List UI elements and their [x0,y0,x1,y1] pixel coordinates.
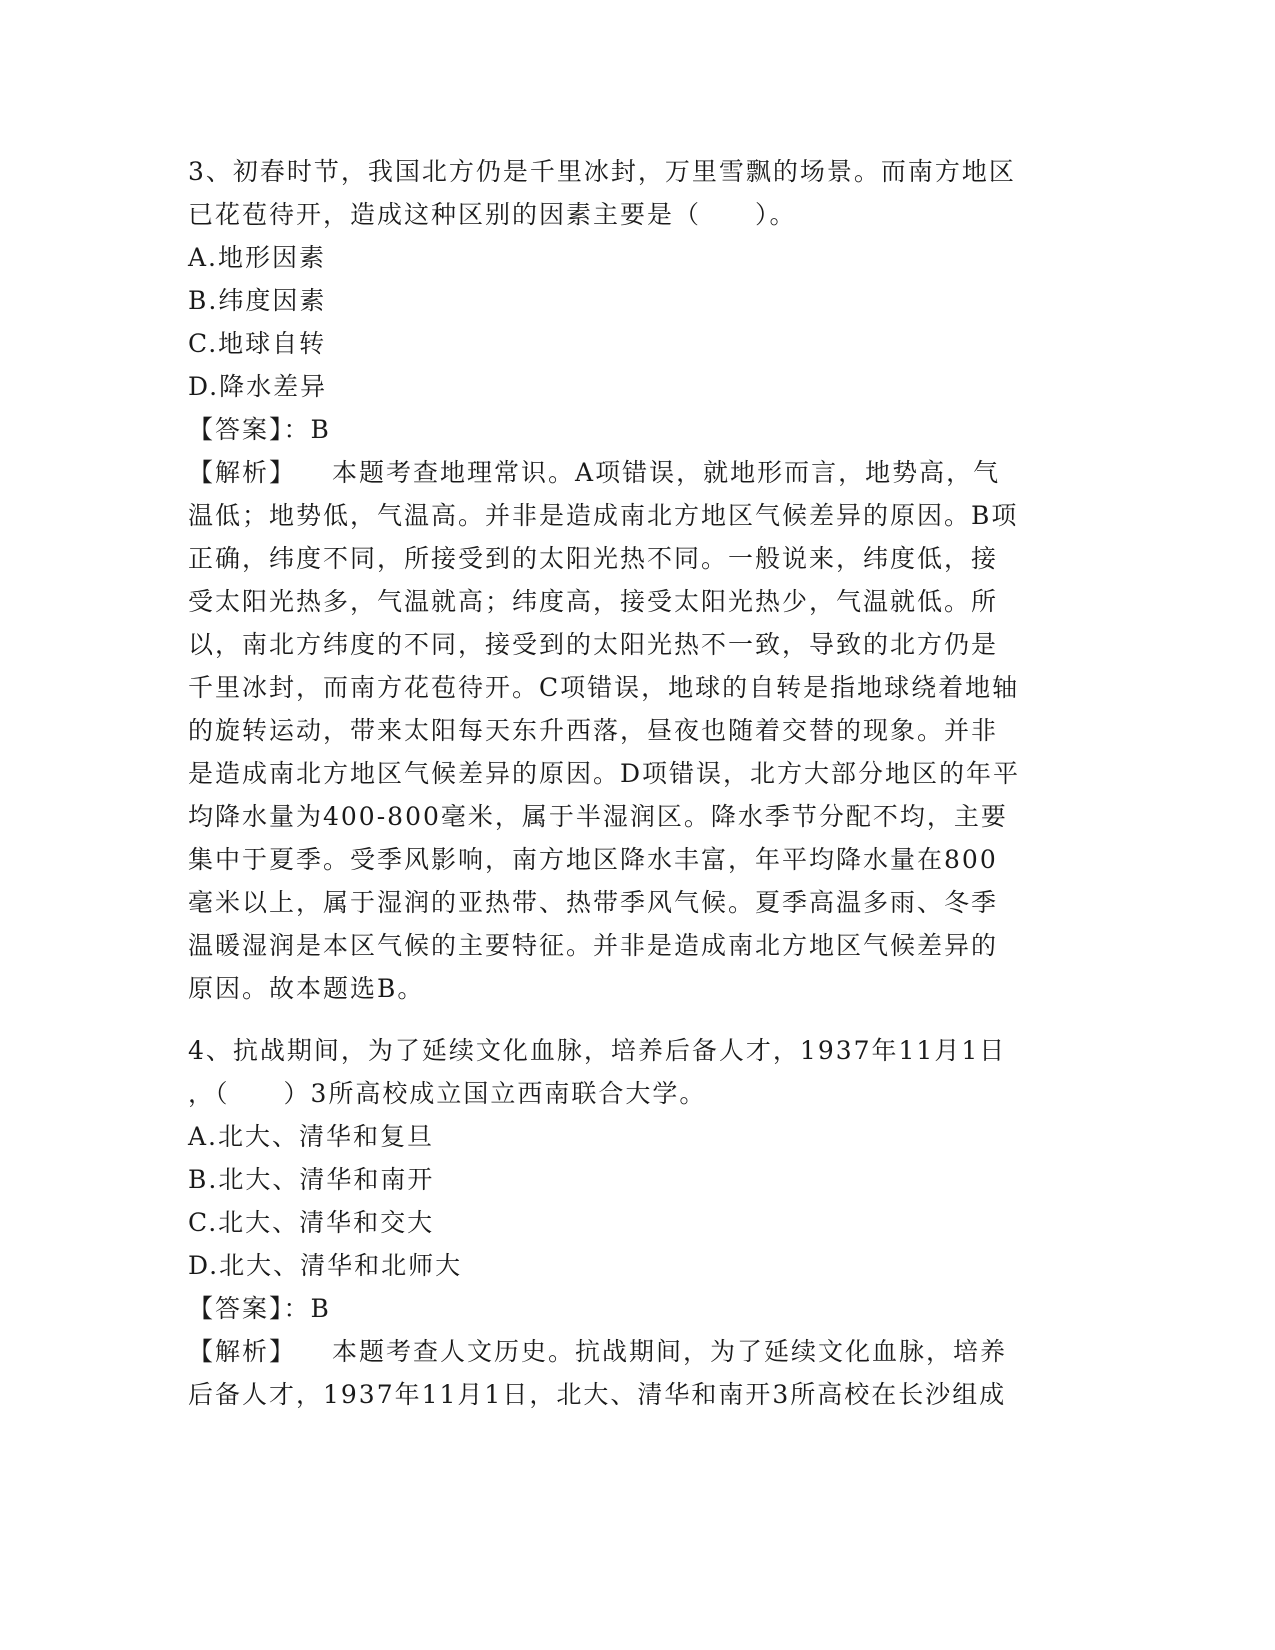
answer-value: B [310,1294,331,1323]
analysis-line: 的旋转运动，带来太阳每天东升西落，昼夜也随着交替的现象。并非 [188,716,999,745]
analysis-line: 集中于夏季。受季风影响，南方地区降水丰富，年平均降水量在800 [188,845,998,874]
option-a: A.北大、清华和复旦 [188,1122,435,1151]
analysis-line: 原因。故本题选B。 [188,974,425,1003]
analysis-label: 【解析】 [188,1337,297,1366]
option-d: D.北大、清华和北师大 [188,1251,463,1280]
option-b: B.北大、清华和南开 [188,1165,435,1194]
analysis-label: 【解析】 [188,458,297,487]
analysis-line: 后备人才，1937年11月1日，北大、清华和南开3所高校在长沙组成 [188,1380,1007,1409]
answer-value: B [310,415,331,444]
option-d: D.降水差异 [188,372,328,401]
option-b: B.纬度因素 [188,286,327,315]
analysis-line: 温暖湿润是本区气候的主要特征。并非是造成南北方地区气候差异的 [188,931,999,960]
answer-line [188,408,1088,451]
analysis-line: 千里冰封，而南方花苞待开。C项错误，地球的自转是指地球绕着地轴 [188,673,1020,702]
question-3 [188,150,1088,1010]
analysis-line: 正确，纬度不同，所接受到的太阳光热不同。一般说来，纬度低，接 [188,544,999,573]
analysis-text: 本题考查地理常识。A项错误，就地形而言，地势高，气 [332,458,1001,487]
analysis-line: 毫米以上，属于湿润的亚热带、热带季风气候。夏季高温多雨、冬季 [188,888,999,917]
document-body [188,150,1088,1416]
question-stem-line: 3、初春时节，我国北方仍是千里冰封，万里雪飘的场景。而南方地区 [188,157,1016,186]
answer-label: 【答案】： [188,1294,311,1323]
analysis-line: 以，南北方纬度的不同，接受到的太阳光热不一致，导致的北方仍是 [188,630,999,659]
analysis-line: 受太阳光热多，气温就高；纬度高，接受太阳光热少，气温就低。所 [188,587,999,616]
analysis-line: 均降水量为400-800毫米，属于半湿润区。降水季节分配不均，主要 [188,802,1008,831]
analysis-text: 本题考查人文历史。抗战期间，为了延续文化血脉，培养 [332,1337,1008,1366]
question-4 [188,1029,1088,1416]
question-stem-line: 4、抗战期间，为了延续文化血脉，培养后备人才，1937年11月1日 [188,1036,1007,1065]
analysis-line: 温低；地势低，气温高。并非是造成南北方地区气候差异的原因。B项 [188,501,1019,530]
analysis-first-line [188,1330,1088,1373]
answer-label: 【答案】： [188,415,311,444]
answer-line [188,1287,1088,1330]
option-c: C.北大、清华和交大 [188,1208,435,1237]
question-stem-line: 已花苞待开，造成这种区别的因素主要是（ ）。 [188,200,797,229]
option-c: C.地球自转 [188,329,327,358]
analysis-line: 是造成南北方地区气候差异的原因。D项错误，北方大部分地区的年平 [188,759,1021,788]
analysis-first-line [188,451,1088,494]
option-a: A.地形因素 [188,243,327,272]
question-stem-line: ，（ ）3所高校成立国立西南联合大学。 [188,1079,707,1108]
